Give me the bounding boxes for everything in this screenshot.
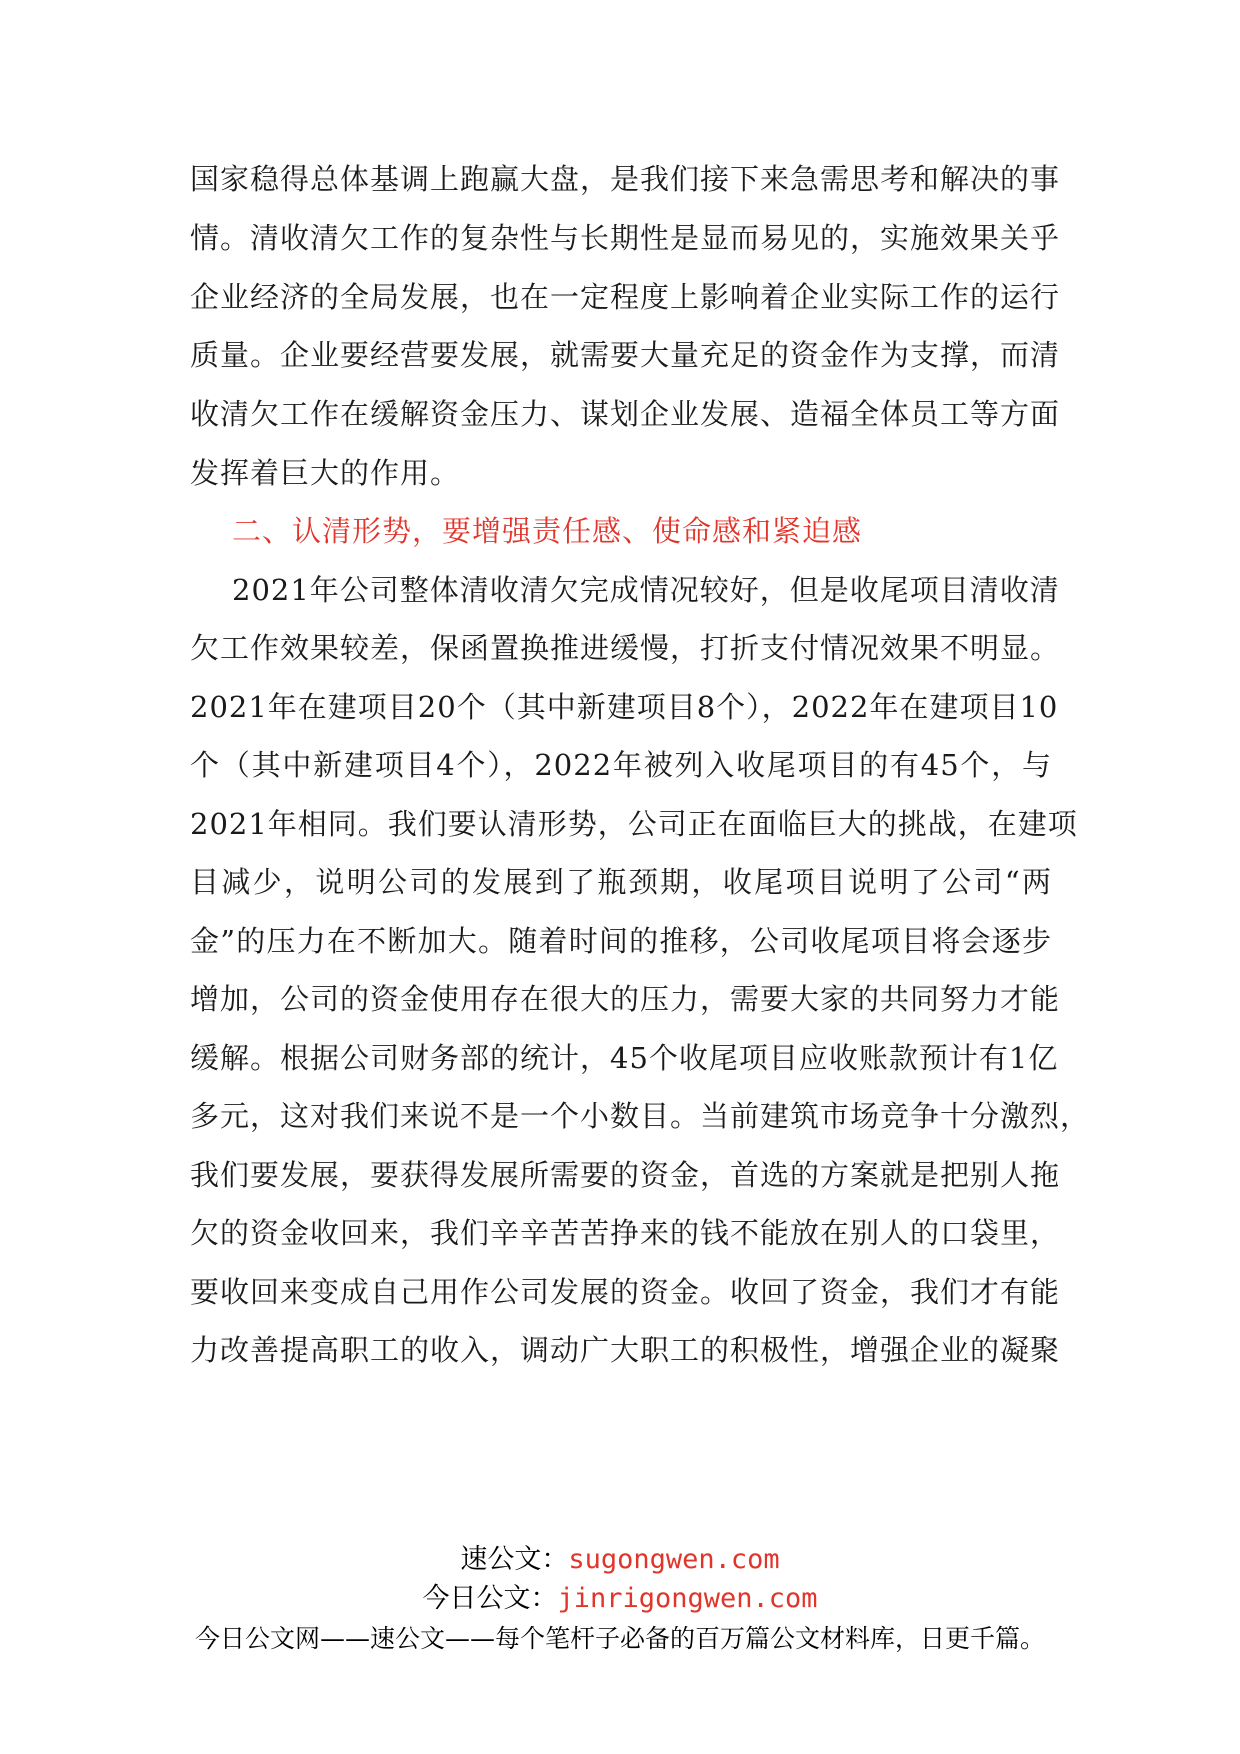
footer-sugongwen-label: 速公文： bbox=[460, 1544, 569, 1575]
body-line: 个（其中新建项目4个），2022年被列入收尾项目的有45个，与 bbox=[190, 748, 1052, 782]
footer-tagline: 今日公文网——速公文——每个笔杆子必备的百万篇公文材料库，日更千篇。 bbox=[194, 1624, 1045, 1653]
body-line: 我们要发展，要获得发展所需要的资金，首选的方案就是把别人拖 bbox=[190, 1158, 1061, 1192]
footer-sugongwen-link[interactable]: sugongwen.com bbox=[568, 1544, 780, 1575]
footer-jinrigongwen-link[interactable]: jinrigongwen.com bbox=[557, 1583, 818, 1614]
body-line: 增加，公司的资金使用存在很大的压力，需要大家的共同努力才能 bbox=[190, 982, 1061, 1016]
body-line: 金”的压力在不断加大。随着时间的推移，公司收尾项目将会逐步 bbox=[190, 924, 1052, 958]
body-line: 2021年公司整体清收清欠完成情况较好，但是收尾项目清收清 bbox=[232, 573, 1060, 607]
body-line: 2021年在建项目20个（其中新建项目8个），2022年在建项目10 bbox=[190, 690, 1059, 724]
footer-jinrigongwen bbox=[0, 1582, 1240, 1616]
body-line: 2021年相同。我们要认清形势，公司正在面临巨大的挑战，在建项 bbox=[190, 807, 1078, 841]
footer-jinrigongwen-label: 今日公文： bbox=[422, 1583, 558, 1614]
body-line: 多元，这对我们来说不是一个小数目。当前建筑市场竞争十分激烈， bbox=[190, 1099, 1091, 1133]
body-line: 目减少，说明公司的发展到了瓶颈期，收尾项目说明了公司“两 bbox=[190, 865, 1052, 899]
body-line: 要收回来变成自己用作公司发展的资金。收回了资金，我们才有能 bbox=[190, 1275, 1061, 1309]
body-line: 发挥着巨大的作用。 bbox=[190, 456, 461, 490]
body-line: 缓解。根据公司财务部的统计，45个收尾项目应收账款预计有1亿 bbox=[190, 1041, 1059, 1075]
body-line: 收清欠工作在缓解资金压力、谋划企业发展、造福全体员工等方面 bbox=[190, 397, 1061, 431]
body-line: 欠的资金收回来，我们辛辛苦苦挣来的钱不能放在别人的口袋里， bbox=[190, 1216, 1061, 1250]
body-line: 企业经济的全局发展，也在一定程度上影响着企业实际工作的运行 bbox=[190, 280, 1061, 314]
body-line: 国家稳得总体基调上跑赢大盘，是我们接下来急需思考和解决的事 bbox=[190, 162, 1061, 196]
body-line: 质量。企业要经营要发展，就需要大量充足的资金作为支撑，而清 bbox=[190, 338, 1061, 372]
body-line: 欠工作效果较差，保函置换推进缓慢，打折支付情况效果不明显。 bbox=[190, 631, 1061, 665]
body-line: 情。清收清欠工作的复杂性与长期性是显而易见的，实施效果关乎 bbox=[190, 221, 1061, 255]
section-heading: 二、认清形势，要增强责任感、使命感和紧迫感 bbox=[232, 514, 863, 548]
footer-sugongwen bbox=[0, 1543, 1240, 1577]
body-line: 力改善提高职工的收入，调动广大职工的积极性，增强企业的凝聚 bbox=[190, 1333, 1061, 1367]
